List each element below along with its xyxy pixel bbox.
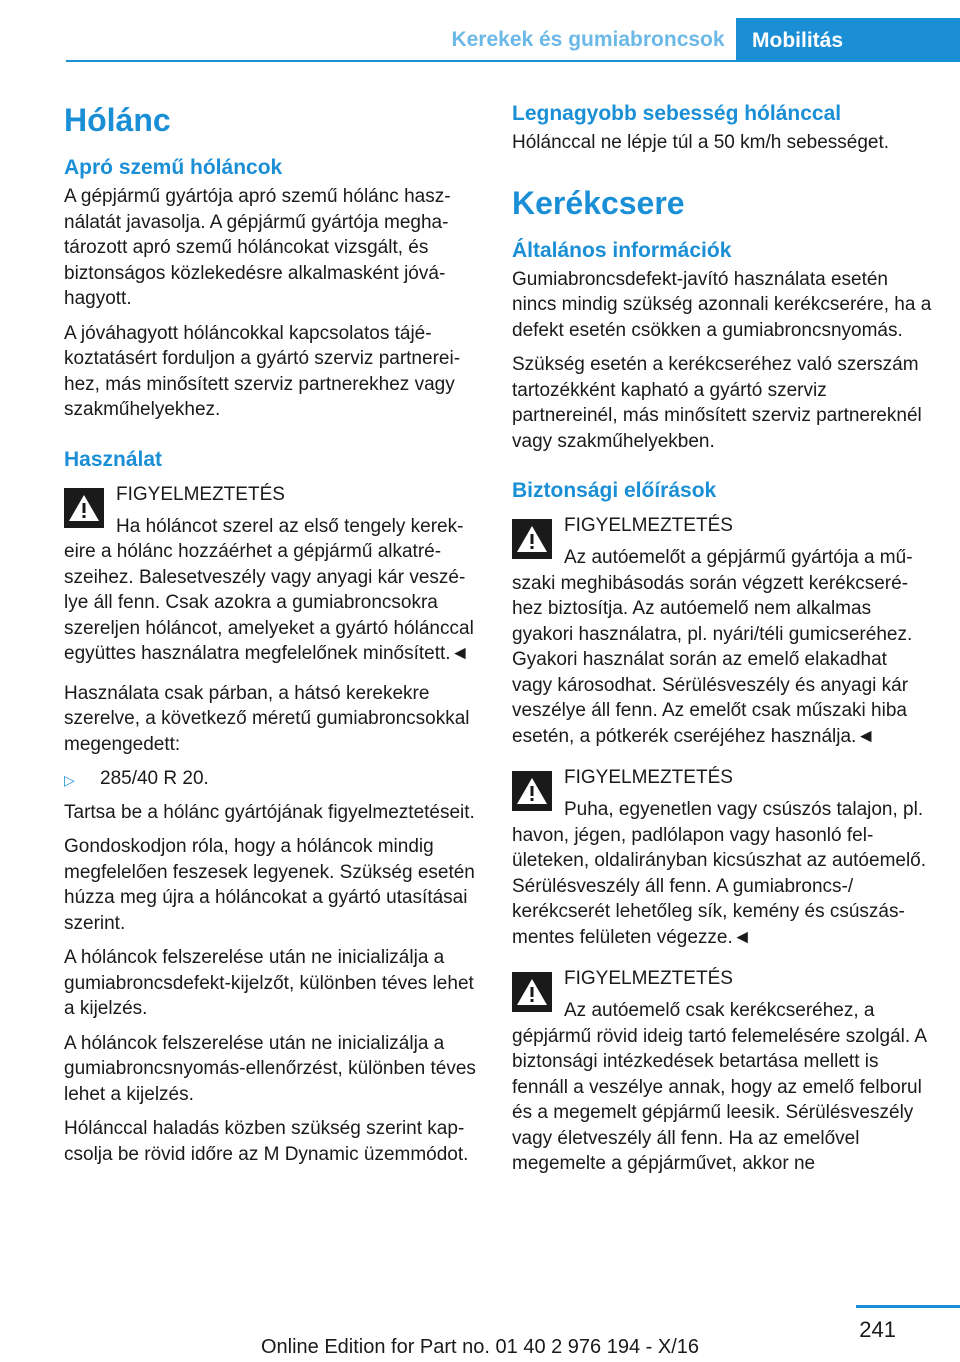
- right-column: [512, 100, 932, 1187]
- section-title: Kerekek és gumiabroncsok: [451, 28, 725, 51]
- paragraph: A gépjármű gyártója apró szemű hólánc használatát javasolja. A gépjármű gyártója meghatározott apró szemű hóláncokat vizsgált, és biztonságos közlekedésre alkalmasként jóváhagyott.: [64, 186, 451, 309]
- subheading-legnagyobb-sebesseg: Legnagyobb sebesség hólánccal: [512, 102, 842, 125]
- paragraph: A hóláncok felszerelése után ne inicializálja a gumiabroncsdefekt-kijelzőt, különben téves lehet a kijelzés.: [64, 947, 474, 1019]
- warning-triangle-icon: [512, 972, 552, 1012]
- triangle-bullet-icon: ▷: [64, 772, 75, 788]
- warning-triangle-icon: [512, 771, 552, 811]
- subheading-biztonsagi-eloirasok: Biztonsági előírások: [512, 479, 717, 502]
- paragraph: Használata csak párban, a hátsó kerekekre szerelve, a következő méretű gumiabroncsokkal megengedett:: [64, 682, 470, 755]
- edition-footer: Online Edition for Part no. 01 40 2 976 194 - X/16: [260, 1336, 700, 1358]
- warning-triangle-icon: [512, 519, 552, 559]
- warning-title: FIGYELMEZTETÉS: [116, 483, 285, 505]
- chapter-tab: Mobilitás: [736, 18, 960, 62]
- paragraph: A hóláncok felszerelése után ne inicializálja a gumiabroncsnyomás-ellenőrzést, különben téves lehet a kijelzés.: [64, 1032, 476, 1105]
- warning-block: [64, 482, 482, 667]
- subheading-apro-szemu: Apró szemű hóláncok: [64, 156, 283, 179]
- warning-text: Az autóemelőt a gépjármű gyártója a műszaki meghibásodás során végzett kerékcseréhez biztosítja. Az autóemelő nem alkalmas gyakori használatra, pl. nyári/téli gumicseréhez. Gyakori használat során az emelő elakadhat vagy károsodhat. Sérülésveszély és anyagi kár veszélye áll fenn. Az emelőt csak műszaki hiba esetén, a pótkerék cseréjéhez használja.◄: [512, 547, 913, 747]
- page-heading-holanc: Hólánc: [64, 102, 171, 138]
- warning-title: FIGYELMEZTETÉS: [564, 968, 733, 989]
- list-item-text: 285/40 R 20.: [100, 768, 209, 789]
- paragraph: Hólánccal ne lépje túl a 50 km/h sebességet.: [512, 132, 890, 153]
- warning-triangle-icon: [64, 488, 104, 528]
- paragraph: Gumiabroncsdefekt-javító használata esetén nincs mindig szükség azonnali kerékcserére, ha a defekt esetén csökken a gumiabroncsnyomás.: [512, 268, 932, 341]
- warning-text: Puha, egyenetlen vagy csúszós talajon, pl. havon, jégen, padlólapon vagy hasonló felületeken, oldalirányban kicsúszhat az autóemelő. Sérülésveszély áll fenn. A gumiabroncs-/ kerékcserét lehetőleg sík, kemény és csúszásmentes felületen végezze.◄: [512, 799, 927, 948]
- footer-rule: [856, 1305, 960, 1308]
- page-heading-kerekcsere: Kerékcsere: [512, 184, 685, 221]
- warning-block: [512, 966, 932, 1177]
- list-item: [64, 766, 482, 794]
- paragraph: Hólánccal haladás közben szükség szerint kapcsolja be rövid időre az M Dynamic üzemmódot.: [64, 1118, 469, 1165]
- subheading-hasznalat: Használat: [64, 447, 163, 471]
- warning-block: [512, 765, 932, 950]
- paragraph: Gondoskodjon róla, hogy a hóláncok mindig megfelelően feszesek legyenek. Szükség esetén húzza meg újra a hóláncokat a gyártó utasításai szerint.: [64, 836, 475, 934]
- subheading-altalanos-informaciok: Általános információk: [512, 238, 732, 262]
- warning-text: Ha hóláncot szerel az első tengely kerekeire a hólánc hozzáérhet a gépjármű alkatrészeihez. Balesetveszély vagy anyagi kár veszélye áll fenn. Csak azokra a gumiabroncsokra szereljen hóláncot, amelyeket a gyártó hólánccal együttes használatra megfelelőnek minősített.◄: [64, 515, 474, 664]
- warning-title: FIGYELMEZTETÉS: [564, 515, 733, 536]
- warning-title: FIGYELMEZTETÉS: [564, 767, 733, 788]
- paragraph: Szükség esetén a kerékcseréhez való szerszám tartozékként kapható a gyártó szerviz partnereinél, más minősített szerviz partnereknél vagy szakműhelyekben.: [512, 354, 922, 452]
- left-column: [64, 100, 482, 1176]
- paragraph: Tartsa be a hólánc gyártójának figyelmeztetéseit.: [64, 801, 475, 823]
- page-number: 241: [859, 1317, 896, 1342]
- warning-block: [512, 513, 932, 749]
- warning-text: Az autóemelő csak kerékcseréhez, a gépjármű rövid ideig tartó felemelésére szolgál. A biztonsági intézkedések betartása mellett is fennáll a veszélye annak, hogy az emelő felborul és a megemelt gépjármű leesik. Sérülésveszély vagy életveszély áll fenn. Ha az emelővel megemelte a gépjárművet, akkor ne: [512, 1000, 927, 1174]
- header-rule: [66, 60, 960, 62]
- paragraph: A jóváhagyott hóláncokkal kapcsolatos tájékoztatásért forduljon a gyártó szerviz partnereihez, más minősített szerviz partnerekhez vagy szakműhelyekhez.: [64, 322, 461, 420]
